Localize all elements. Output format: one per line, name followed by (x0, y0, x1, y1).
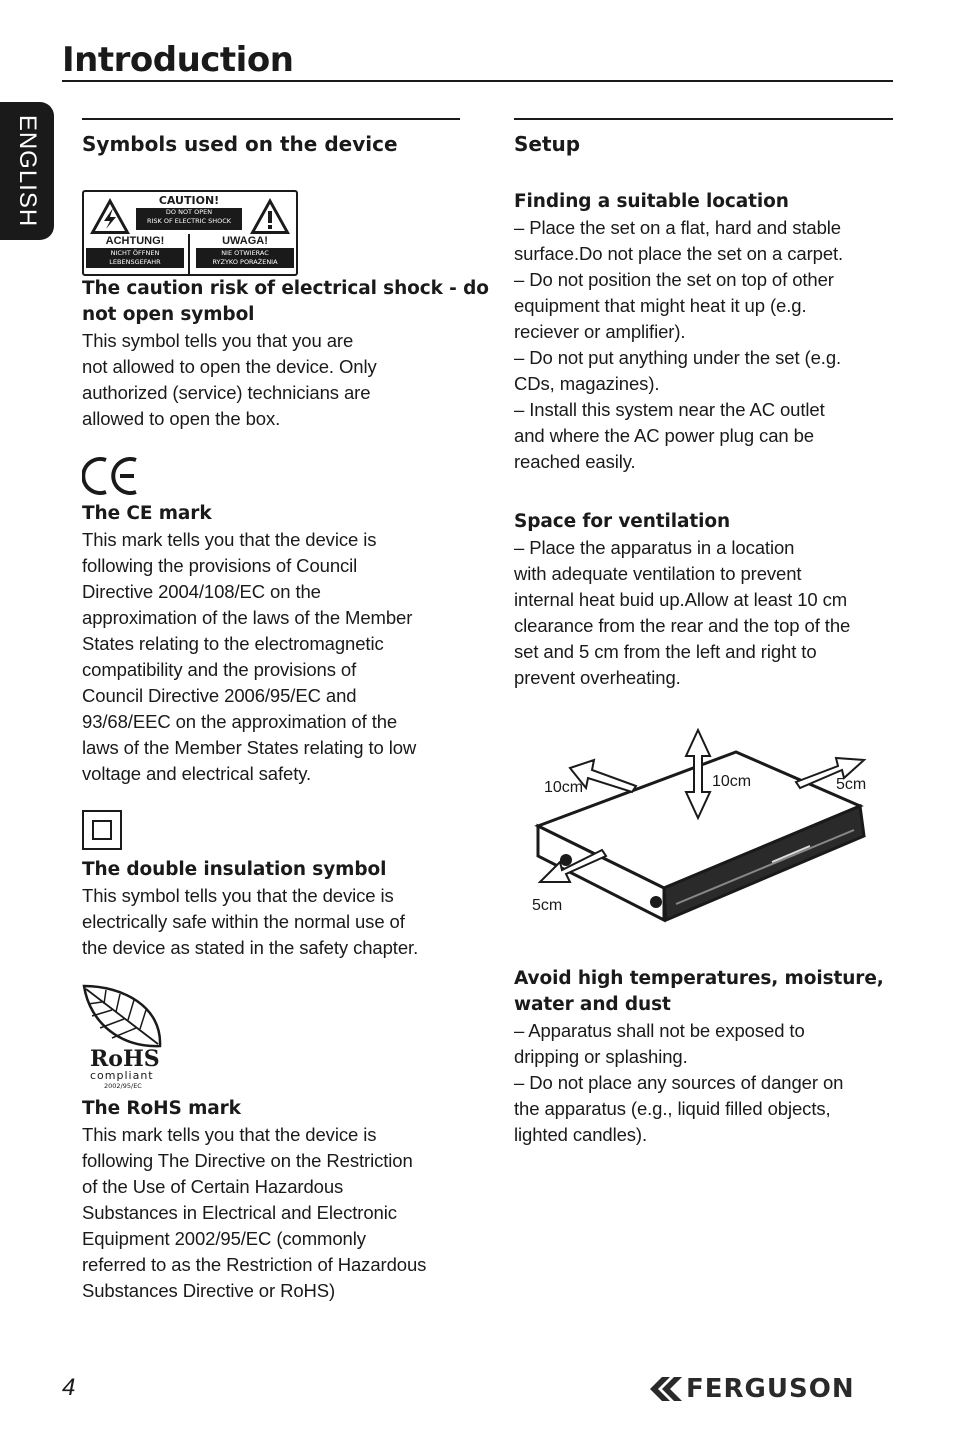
caution-line: allowed to open the box. (82, 408, 281, 429)
label-rear-clearance: 10cm (544, 779, 584, 796)
double-insulation-icon (82, 810, 122, 850)
rohs-description (82, 1096, 460, 1304)
exclamation-warning-icon (248, 196, 292, 236)
rohs-line: Substances Directive or RoHS) (82, 1280, 336, 1301)
left-column (82, 118, 489, 1301)
avoid-line: lighted candles). (514, 1124, 648, 1145)
label-right-clearance: 5cm (836, 776, 867, 793)
ce-line: voltage and electrical safety. (82, 763, 312, 784)
caution-label (82, 190, 298, 276)
location-line: – Do not position the set on top of other (514, 269, 834, 290)
page-number: 4 (62, 1374, 76, 1401)
rohs-logo-directive: 2002/95/EC (104, 1082, 142, 1090)
achtung-box (84, 234, 186, 270)
ce-line: 93/68/EEC on the approximation of the (82, 711, 398, 732)
brand-logo (648, 1374, 892, 1404)
ce-body (82, 527, 460, 787)
rohs-logo (82, 984, 164, 1092)
location-body (514, 215, 893, 475)
location-line: – Install this system near the AC outlet (514, 399, 825, 420)
leaf-icon (82, 984, 164, 1052)
avoid-body (514, 1018, 893, 1148)
uwaga-box (194, 234, 296, 270)
location-line: surface.Do not place the set on a carpet. (514, 243, 844, 264)
location-line: and where the AC power plug can be (514, 425, 814, 446)
caution-description (82, 276, 489, 432)
achtung-text: ACHTUNG! (105, 235, 165, 247)
rohs-heading: The RoHS mark (82, 1098, 241, 1119)
ce-line: laws of the Member States relating to low (82, 737, 417, 758)
ce-line: Directive 2004/108/EC on the (82, 581, 321, 602)
ventilation-line: internal heat buid up.Allow at least 10 cm (514, 589, 848, 610)
achtung-sub2: LEBENSGEFAHR (109, 258, 161, 266)
double-insulation-line: electrically safe within the normal use of (82, 911, 405, 932)
double-insulation-line: the device as stated in the safety chapter. (82, 937, 419, 958)
double-insulation-description (82, 857, 460, 961)
ce-line: following the provisions of Council (82, 555, 358, 576)
lightning-warning-icon (88, 196, 132, 236)
achtung-sub (86, 248, 184, 268)
avoid-heading-line: Avoid high temperatures, moisture, (514, 968, 884, 989)
title-rule (62, 80, 893, 82)
uwaga-sub2: RYZYKO PORAŻENIA (212, 258, 278, 266)
double-insulation-body (82, 883, 460, 961)
caution-header (136, 194, 242, 230)
caution-line: authorized (service) technicians are (82, 382, 371, 403)
uwaga-sub1: NIE OTWIERAC (221, 249, 269, 257)
rohs-logo-name: RoHS (90, 1046, 160, 1072)
location-description (514, 189, 893, 475)
ventilation-diagram (514, 720, 893, 930)
symbols-section-title: Symbols used on the device (82, 132, 398, 156)
right-column (514, 118, 893, 1145)
ventilation-description (514, 509, 893, 691)
label-left-clearance: 5cm (532, 897, 563, 914)
caution-sub2: RISK OF ELECTRIC SHOCK (146, 217, 232, 225)
uwaga-sub (196, 248, 294, 268)
ferguson-logo-icon (648, 1376, 684, 1402)
page-title: Introduction (62, 40, 294, 80)
caution-body (82, 328, 460, 432)
rohs-line: Substances in Electrical and Electronic (82, 1202, 397, 1223)
caution-heading-line: not open symbol (82, 304, 255, 325)
caution-text: CAUTION! (136, 194, 242, 208)
section-rule (82, 118, 460, 120)
avoid-description (514, 966, 893, 1148)
brand-name: FERGUSON (686, 1374, 855, 1404)
ce-line: This mark tells you that the device is (82, 529, 377, 550)
ce-line: Council Directive 2006/95/EC and (82, 685, 357, 706)
caution-line: This symbol tells you that you are (82, 330, 354, 351)
ce-heading: The CE mark (82, 503, 212, 524)
caution-divider (188, 234, 190, 274)
language-tab-label: ENGLISH (14, 114, 41, 228)
avoid-line: the apparatus (e.g., liquid filled objects, (514, 1098, 831, 1119)
location-line: equipment that might heat it up (e.g. (514, 295, 807, 316)
label-top-clearance: 10cm (712, 773, 752, 790)
achtung-sub1: NICHT ÖFFNEN (110, 249, 160, 257)
ventilation-line: clearance from the rear and the top of the (514, 615, 851, 636)
ce-line: compatibility and the provisions of (82, 659, 357, 680)
location-heading: Finding a suitable location (514, 191, 789, 212)
double-insulation-heading: The double insulation symbol (82, 859, 387, 880)
ventilation-heading: Space for ventilation (514, 511, 731, 532)
setup-section-title: Setup (514, 132, 581, 156)
language-tab (0, 102, 54, 240)
ventilation-body (514, 535, 893, 691)
rohs-line: This mark tells you that the device is (82, 1124, 377, 1145)
ce-line: approximation of the laws of the Member (82, 607, 413, 628)
rohs-line: following The Directive on the Restriction (82, 1150, 413, 1171)
rohs-line: Equipment 2002/95/EC (commonly (82, 1228, 366, 1249)
ce-line: States relating to the electromagnetic (82, 633, 384, 654)
section-rule (514, 118, 893, 120)
caution-line: not allowed to open the device. Only (82, 356, 377, 377)
rohs-line: referred to as the Restriction of Hazardous (82, 1254, 427, 1275)
caution-heading-line: The caution risk of electrical shock - do (82, 278, 489, 299)
avoid-heading (514, 966, 893, 1018)
location-line: reciever or amplifier). (514, 321, 686, 342)
ce-description (82, 501, 460, 787)
caution-sub1: DO NOT OPEN (165, 208, 213, 216)
rohs-logo-compliant: compliant (90, 1069, 154, 1082)
double-insulation-line: This symbol tells you that the device is (82, 885, 394, 906)
location-line: reached easily. (514, 451, 636, 472)
uwaga-text: UWAGA! (222, 235, 268, 247)
location-line: – Place the set on a flat, hard and stable (514, 217, 841, 238)
avoid-line: – Do not place any sources of danger on (514, 1072, 844, 1093)
rohs-line: of the Use of Certain Hazardous (82, 1176, 344, 1197)
avoid-line: dripping or splashing. (514, 1046, 688, 1067)
location-line: CDs, magazines). (514, 373, 660, 394)
avoid-line: – Apparatus shall not be exposed to (514, 1020, 805, 1041)
ventilation-line: – Place the apparatus in a location (514, 537, 795, 558)
avoid-heading-line: water and dust (514, 994, 671, 1015)
ventilation-line: prevent overheating. (514, 667, 681, 688)
ventilation-line: with adequate ventilation to prevent (514, 563, 802, 584)
caution-heading (82, 276, 489, 328)
location-line: – Do not put anything under the set (e.g. (514, 347, 842, 368)
ce-mark-icon (82, 454, 138, 498)
rohs-body (82, 1122, 460, 1304)
ventilation-line: set and 5 cm from the left and right to (514, 641, 817, 662)
